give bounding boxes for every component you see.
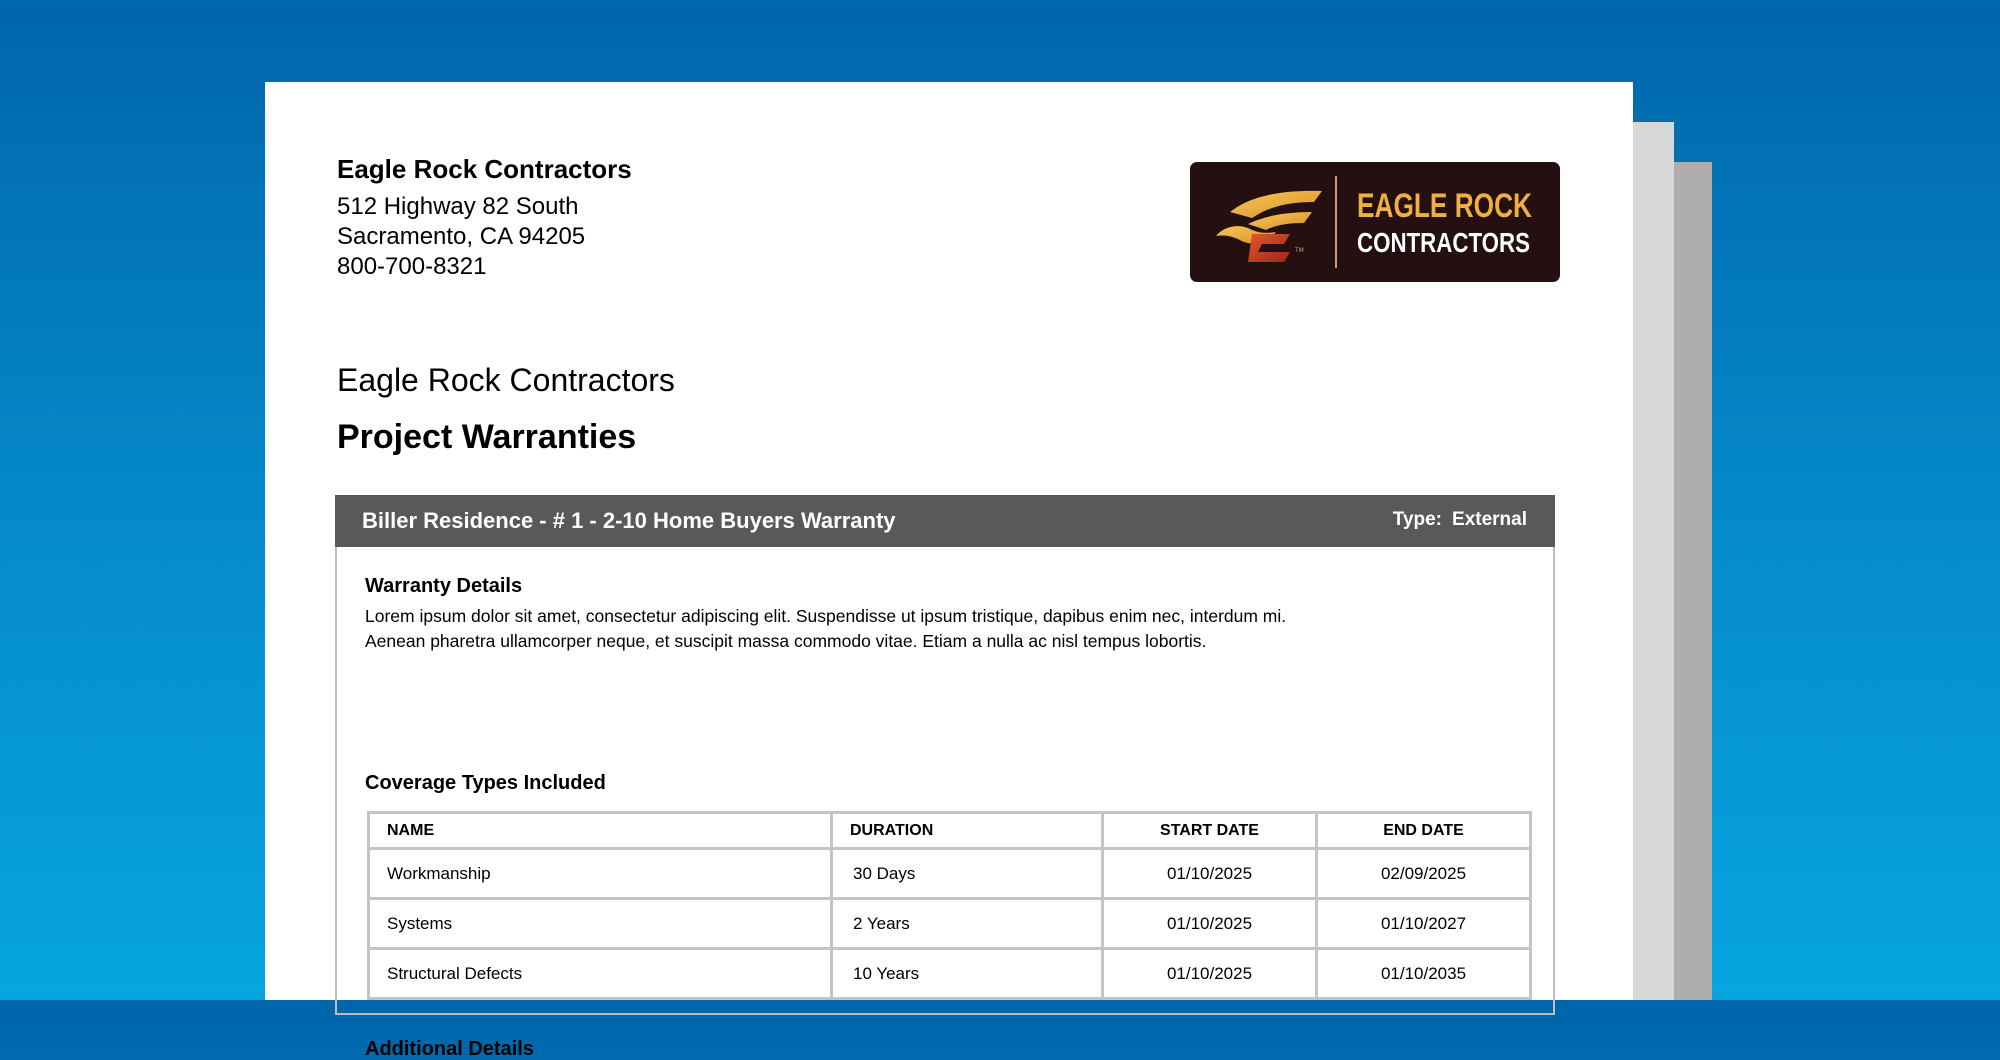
logo-text-line1: EAGLE ROCK [1357, 187, 1533, 225]
logo-divider [1335, 176, 1337, 268]
additional-details-heading: Additional Details [365, 1038, 534, 1060]
warranty-card [335, 495, 1555, 1060]
column-header-name: NAME [369, 813, 832, 849]
column-header-end-date: END DATE [1317, 813, 1531, 849]
stacked-page-shadow-back [1672, 162, 1712, 1000]
eagle-icon [1216, 191, 1322, 262]
coverage-table [367, 811, 1532, 1000]
document-page [265, 82, 1633, 1060]
table-row [369, 899, 1531, 949]
company-logo [1190, 162, 1560, 282]
company-address-line1: 512 Highway 82 South [337, 193, 579, 220]
logo-text-line2: CONTRACTORS [1357, 227, 1530, 258]
coverage-start-date-cell: 01/10/2025 [1103, 849, 1317, 899]
warranty-type-value: External [1452, 509, 1527, 530]
logo-trademark: TM [1295, 247, 1304, 254]
coverage-name-cell: Structural Defects [369, 949, 832, 999]
warranty-type [1393, 510, 1527, 529]
column-header-start-date: START DATE [1103, 813, 1317, 849]
stacked-page-shadow [1632, 122, 1674, 1000]
company-address-line2: Sacramento, CA 94205 [337, 223, 586, 250]
company-phone: 800-700-8321 [337, 253, 487, 280]
coverage-name-cell: Systems [369, 899, 832, 949]
coverage-end-date-cell: 01/10/2027 [1317, 899, 1531, 949]
coverage-name-cell: Workmanship [369, 849, 832, 899]
coverage-duration-cell: 2 Years [832, 899, 1103, 949]
warranty-details-text: Lorem ipsum dolor sit amet, consectetur adipiscing elit. Suspendisse ut ipsum tristique, dapibus enim nec, interdum mi. Aenean pharetra ullamcorper neque, et suscipit massa commodo vitae. Etiam a nulla ac nisl tempus lobortis. [365, 606, 1287, 651]
coverage-start-date-cell: 01/10/2025 [1103, 899, 1317, 949]
column-header-duration: DURATION [832, 813, 1103, 849]
table-row [369, 949, 1531, 999]
document-title: Project Warranties [337, 418, 637, 456]
coverage-end-date-cell: 01/10/2035 [1317, 949, 1531, 999]
warranty-type-label: Type: [1392, 509, 1443, 530]
eagle-logo-graphic [1190, 162, 1560, 282]
warranty-title: Biller Residence - # 1 - 2-10 Home Buyers Warranty [362, 508, 896, 533]
document-subtitle: Eagle Rock Contractors [337, 362, 675, 398]
warranty-card-header [335, 495, 1555, 547]
coverage-duration-cell: 10 Years [832, 949, 1103, 999]
coverage-table-header-row [369, 813, 1531, 849]
coverage-end-date-cell: 02/09/2025 [1317, 849, 1531, 899]
coverage-duration-cell: 30 Days [832, 849, 1103, 899]
coverage-types-heading: Coverage Types Included [365, 772, 606, 794]
coverage-start-date-cell: 01/10/2025 [1103, 949, 1317, 999]
company-address-block [337, 156, 632, 282]
company-name: Eagle Rock Contractors [337, 154, 632, 184]
warranty-details-heading: Warranty Details [365, 575, 523, 597]
table-row [369, 849, 1531, 899]
